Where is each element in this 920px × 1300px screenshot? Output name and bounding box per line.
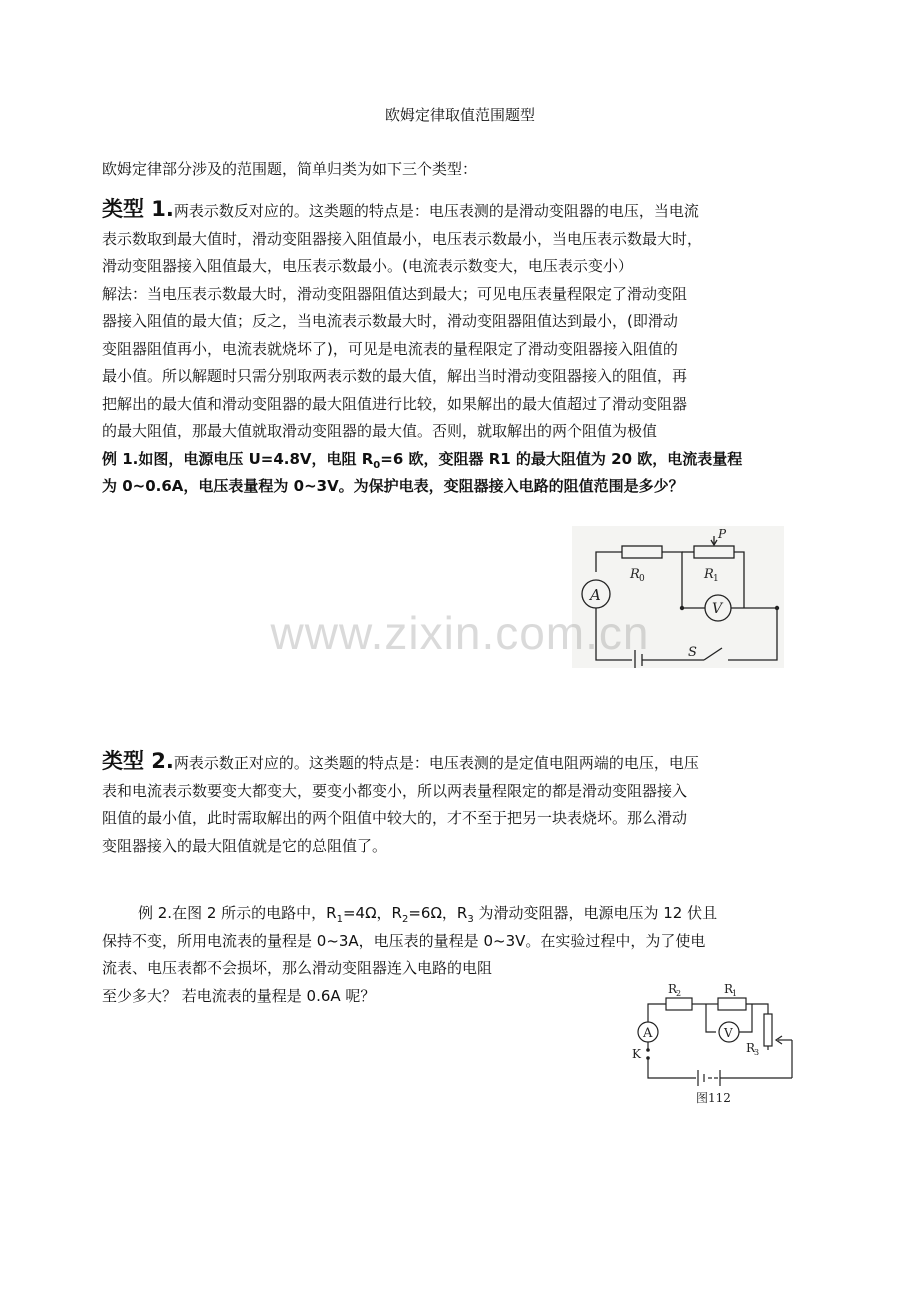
example2-line4: 至少多大？ 若电流表的量程是 0.6A 呢？ <box>102 986 376 1005</box>
type1-solution-line: 把解出的最大值和滑动变阻器的最大阻值进行比较，如果解出的最大值超过了滑动变阻器 <box>102 394 688 413</box>
type2-line: 变阻器接入的最大阻值就是它的总阻值了。 <box>102 836 388 855</box>
r1-sub: 1 <box>713 574 719 584</box>
type2-line: 阻值的最小值，此时需取解出的两个阻值中较大的，才不至于把另一块表烧坏。那么滑动 <box>102 809 688 827</box>
type1-line1: 两表示数反对应的。这类题的特点是：电压表测的是滑动变阻器的电压，当电流 <box>173 202 699 220</box>
voltmeter-label: V <box>712 601 723 617</box>
type1-solution-line: 解法：当电压表示数最大时，滑动变阻器阻值达到最大；可见电压表量程限定了滑动变阻 <box>102 284 688 303</box>
type1-solution-line: 变阻器阻值再小，电流表就烧坏了)，可见是电流表的量程限定了滑动变阻器接入阻值的 <box>102 339 678 358</box>
circuit-diagram-2-svg <box>628 978 804 1110</box>
voltmeter-label-2: V <box>724 1026 733 1040</box>
type2-first-line <box>102 748 822 778</box>
type1-heading: 类型 1. <box>102 197 174 221</box>
ammeter-label-2: A <box>643 1026 653 1041</box>
example2-line1: 例 2.在图 2 所示的电路中，$R_1=4\Omega$，$R_2=6\Omega$，$R_3$ 为滑动变阻器，电源电压为 12 伏且 <box>138 904 718 925</box>
intro-text: 欧姆定律部分涉及的范围题，简单归类为如下三个类型： <box>102 160 478 178</box>
example1-line2: 为 0~0.6A，电压表量程为 0~3V。为保护电表，变阻器接入电路的阻值范围是多少？ <box>102 477 684 495</box>
type2-section <box>102 748 822 860</box>
switch-label: S <box>688 645 697 660</box>
type2-heading: 类型 2. <box>102 749 174 773</box>
type1-first-line <box>102 196 822 226</box>
r1-label-2: R <box>724 982 734 996</box>
slider-p-label: P <box>718 527 727 541</box>
r0-label: R <box>630 567 640 582</box>
circuit-diagram-1-svg <box>572 526 784 668</box>
type1-solution-line: 的最大阻值，那最大值就取滑动变阻器的最大值。否则，就取解出的两个阻值为极值 <box>102 422 658 440</box>
type2-line: 表和电流表示数要变大都变大，要变小都变小，所以两表量程限定的都是滑动变阻器接入 <box>102 781 688 800</box>
r2-label: R <box>668 982 678 996</box>
document-title: 欧姆定律取值范围题型 <box>384 106 535 124</box>
type1-solution-line: 器接入阻值的最大值；反之，当电流表示数最大时，滑动变阻器阻值达到最小，(即滑动 <box>102 312 678 330</box>
r3-label: R <box>746 1041 756 1055</box>
r0-sub: 0 <box>639 574 645 584</box>
type1-line2: 表示数取到最大值时，滑动变阻器接入阻值最小，电压表示数最小，当电压表示数最大时， <box>102 229 703 248</box>
circuit-diagram-1 <box>572 526 784 668</box>
example2-line2: 保持不变，所用电流表的量程是 0~3A，电压表的量程是 0~3V。在实验过程中，为了使电 <box>102 931 706 950</box>
figure-caption: 图112 <box>696 1091 731 1105</box>
type1-solution-line: 最小值。所以解题时只需分别取两表示数的最大值，解出当时滑动变阻器接入的阻值，再 <box>102 367 688 385</box>
k-switch-label: K <box>632 1047 641 1061</box>
r3-sub: 3 <box>754 1048 760 1057</box>
watermark: www.zixin.com.cn <box>270 607 650 659</box>
type1-line3: 滑动变阻器接入阻值最大，电压表示数最小。(电流表示数变大，电压表示变小） <box>102 257 633 275</box>
r1-label: R <box>704 567 714 582</box>
type1-section <box>102 196 822 501</box>
type2-line1: 两表示数正对应的。这类题的特点是：电压表测的是定值电阻两端的电压，电压 <box>173 754 699 772</box>
example1-line1: 例 1.如图，电源电压 U=4.8V，电阻 $R_0=6$ 欧，变阻器 R1 的最大阻值为 20 欧，电流表量程 <box>102 449 743 471</box>
example2-line3: 流表、电压表都不会损坏，那么滑动变阻器连入电路的电阻 <box>102 959 493 977</box>
intro-paragraph <box>102 156 822 184</box>
circuit-diagram-2 <box>628 978 804 1110</box>
r2-sub: 2 <box>676 989 682 998</box>
r1-sub-2: 1 <box>732 989 738 998</box>
ammeter-label: A <box>590 586 601 604</box>
